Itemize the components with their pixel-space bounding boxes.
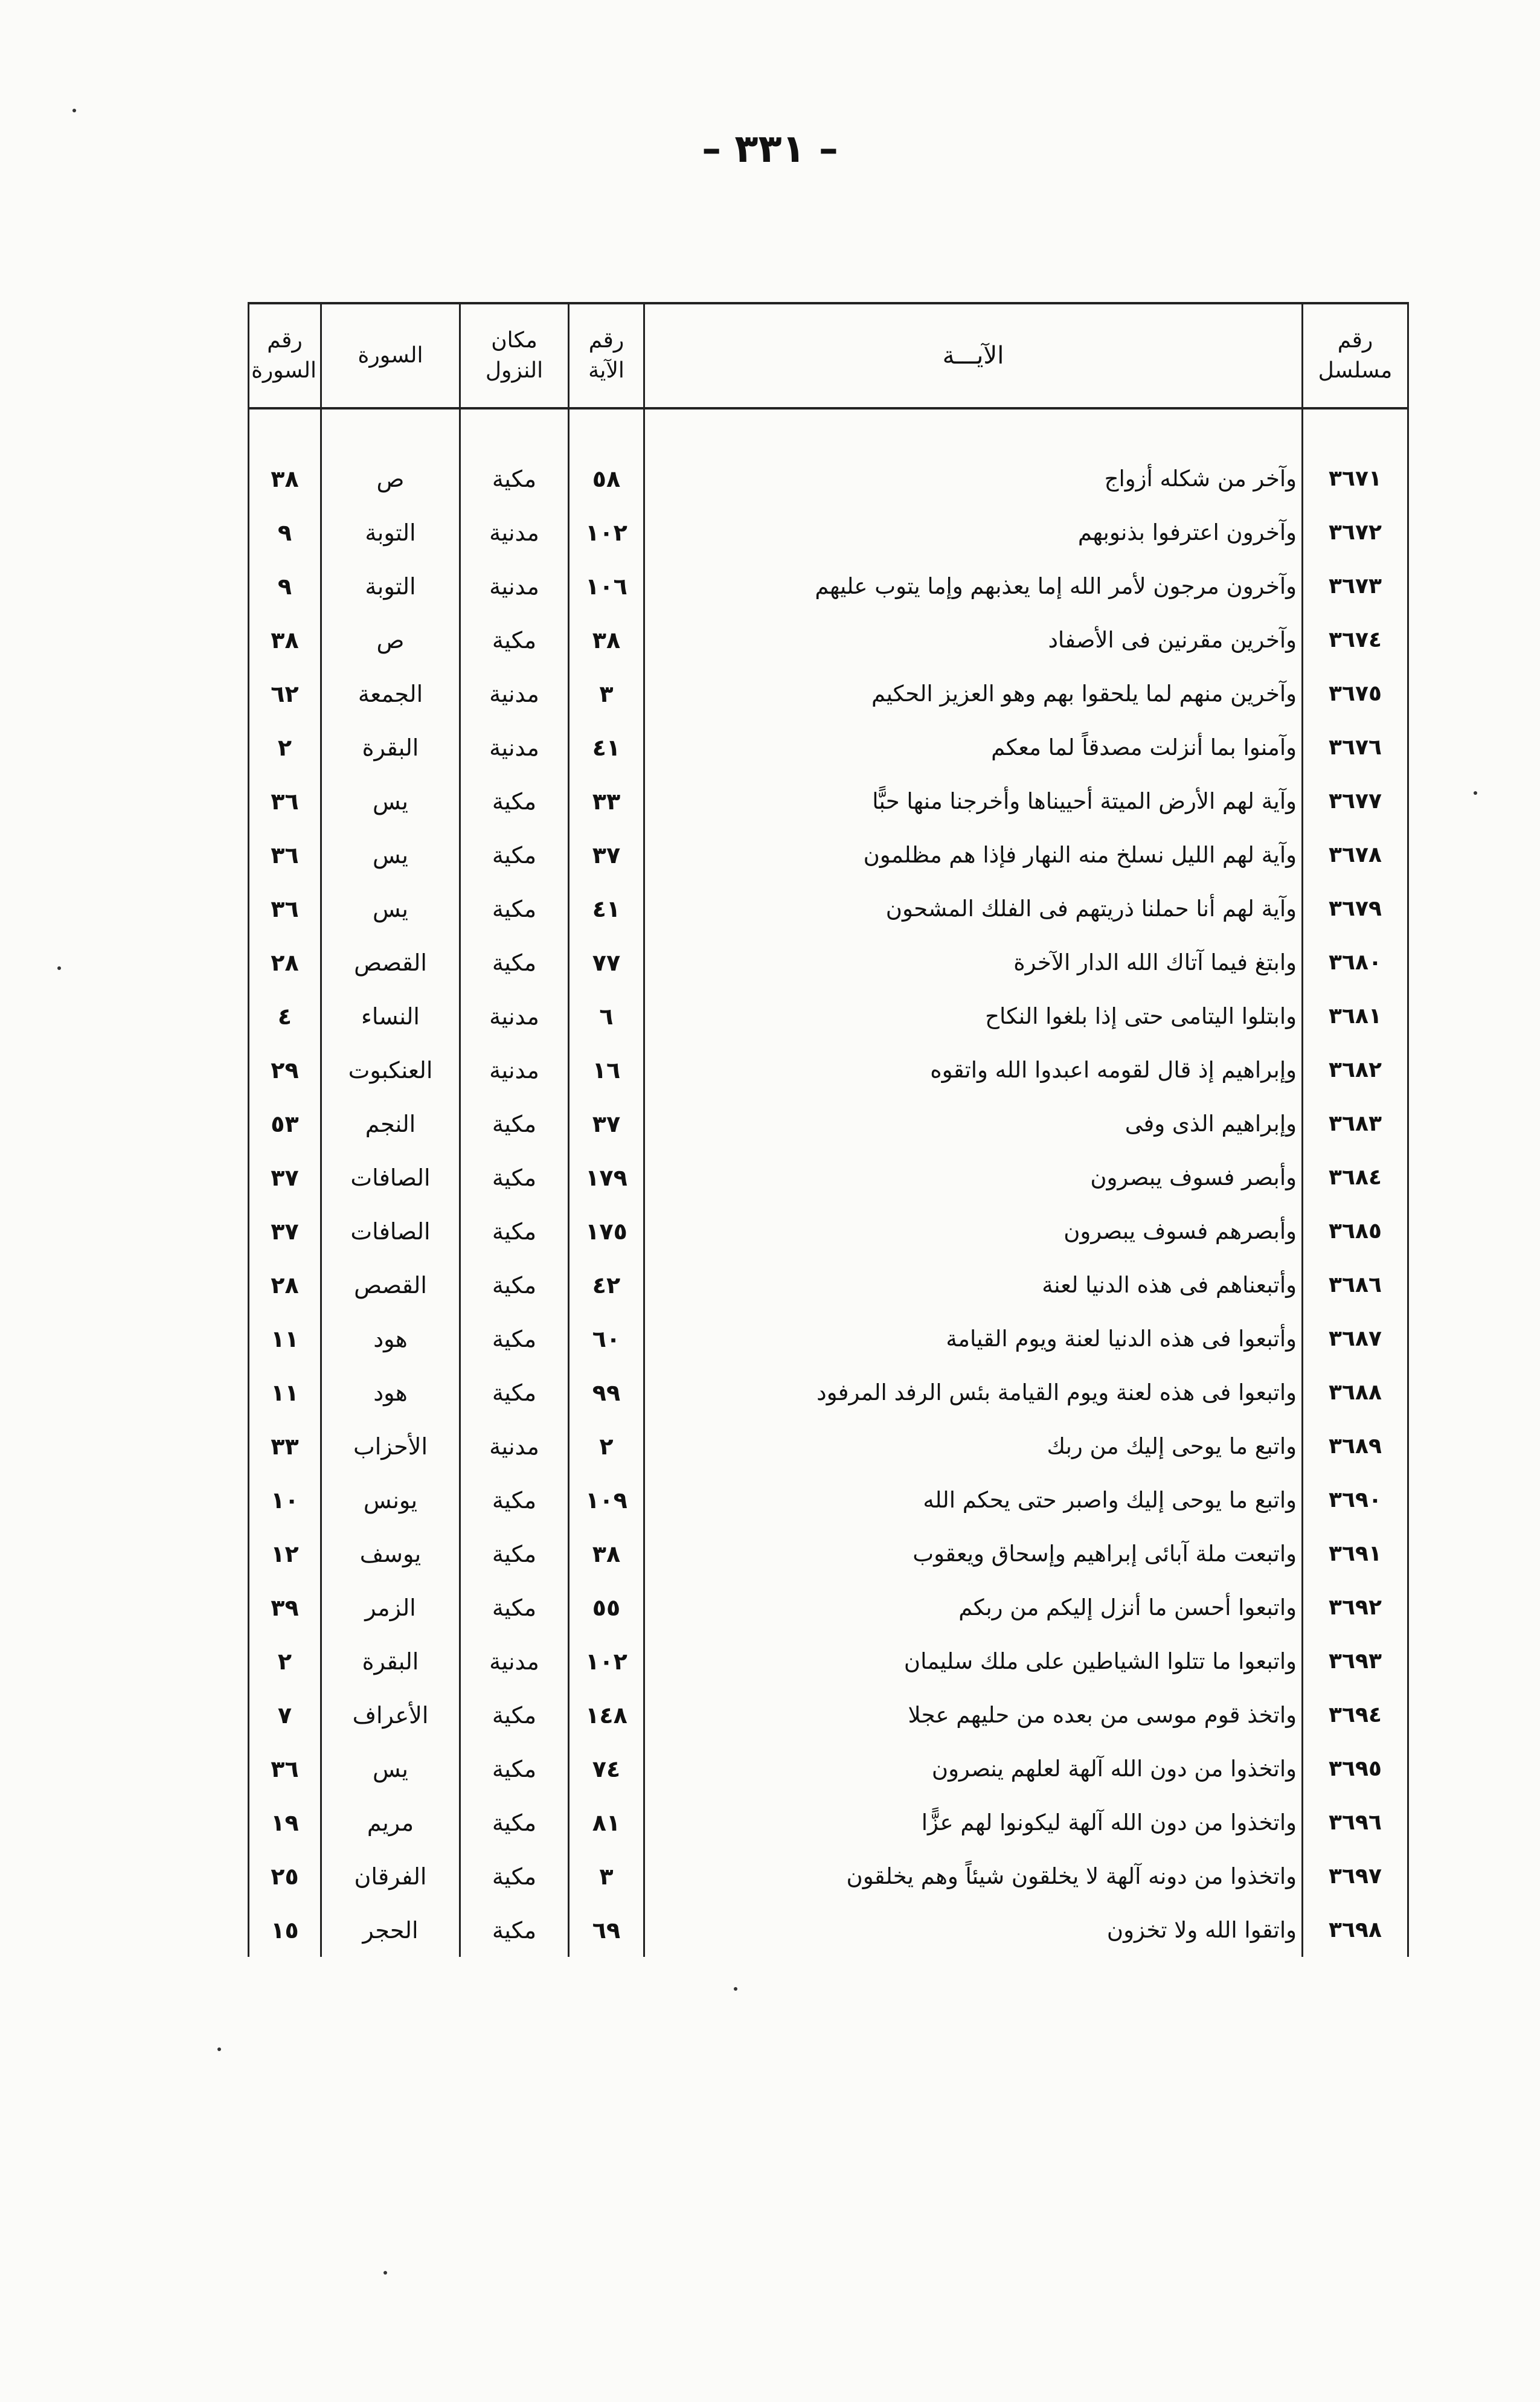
revelation-place-cell: مكية xyxy=(460,1849,569,1903)
ayah-number-cell: ٤٢ xyxy=(569,1258,644,1312)
spacer-row xyxy=(249,408,1408,452)
verse-text-cell: واتبعوا ما تتلوا الشياطين على ملك سليمان xyxy=(644,1634,1303,1688)
revelation-place-cell: مدنية xyxy=(460,1634,569,1688)
ayah-number-cell: ٧٤ xyxy=(569,1742,644,1796)
revelation-place-cell: مكية xyxy=(460,1312,569,1366)
header-ayah-number: رقم الآية xyxy=(569,303,644,408)
surah-name-cell: الأحزاب xyxy=(321,1419,460,1473)
ayah-number-cell: ٣٨ xyxy=(569,1527,644,1581)
surah-name-cell: يس xyxy=(321,774,460,828)
verse-text-cell: واتبعت ملة آبائى إبراهيم وإسحاق ويعقوب xyxy=(644,1527,1303,1581)
revelation-place-cell: مكية xyxy=(460,1796,569,1849)
revelation-place-cell: مكية xyxy=(460,774,569,828)
ayah-number-cell: ٢ xyxy=(569,1419,644,1473)
surah-name-cell: مريم xyxy=(321,1796,460,1849)
ayah-number-cell: ١٤٨ xyxy=(569,1688,644,1742)
verse-index-table-container xyxy=(248,302,1393,1957)
surah-number-cell: ٥٣ xyxy=(249,1097,321,1151)
verse-text-cell: وأبصر فسوف يبصرون xyxy=(644,1151,1303,1204)
revelation-place-cell: مكية xyxy=(460,882,569,936)
verse-text-cell: واتبع ما يوحى إليك واصبر حتى يحكم الله xyxy=(644,1473,1303,1527)
header-surah-number: رقم السورة xyxy=(249,303,321,408)
verse-text-cell: واتبعوا أحسن ما أنزل إليكم من ربكم xyxy=(644,1581,1303,1634)
surah-name-cell: الزمر xyxy=(321,1581,460,1634)
surah-number-cell: ٢٨ xyxy=(249,1258,321,1312)
verse-text-cell: وآخر من شكله أزواج xyxy=(644,452,1303,506)
scan-speck xyxy=(217,2047,221,2051)
revelation-place-cell: مدنية xyxy=(460,1043,569,1097)
verse-text-cell: واتقوا الله ولا تخزون xyxy=(644,1903,1303,1957)
serial-number-cell: ٣٦٩٣ xyxy=(1303,1634,1408,1688)
verse-text-cell: واتخذوا من دون الله آلهة لعلهم ينصرون xyxy=(644,1742,1303,1796)
table-row xyxy=(249,452,1408,506)
revelation-place-cell: مكية xyxy=(460,936,569,989)
table-row xyxy=(249,1366,1408,1419)
serial-number-cell: ٣٦٩٨ xyxy=(1303,1903,1408,1957)
table-row xyxy=(249,1204,1408,1258)
serial-number-cell: ٣٦٨٨ xyxy=(1303,1366,1408,1419)
revelation-place-cell: مدنية xyxy=(460,989,569,1043)
verse-text-cell: وابتغ فيما آتاك الله الدار الآخرة xyxy=(644,936,1303,989)
header-surah: السورة xyxy=(321,303,460,408)
serial-number-cell: ٣٦٩٧ xyxy=(1303,1849,1408,1903)
ayah-number-cell: ٣ xyxy=(569,667,644,721)
surah-name-cell: النجم xyxy=(321,1097,460,1151)
verse-text-cell: وإبراهيم الذى وفى xyxy=(644,1097,1303,1151)
serial-number-cell: ٣٦٨٤ xyxy=(1303,1151,1408,1204)
serial-number-cell: ٣٦٨٣ xyxy=(1303,1097,1408,1151)
serial-number-cell: ٣٦٨٠ xyxy=(1303,936,1408,989)
serial-number-cell: ٣٦٩١ xyxy=(1303,1527,1408,1581)
verse-text-cell: وآمنوا بما أنزلت مصدقاً لما معكم xyxy=(644,721,1303,774)
revelation-place-cell: مكية xyxy=(460,1903,569,1957)
table-row xyxy=(249,936,1408,989)
surah-number-cell: ١٩ xyxy=(249,1796,321,1849)
surah-number-cell: ١١ xyxy=(249,1312,321,1366)
surah-number-cell: ٧ xyxy=(249,1688,321,1742)
serial-number-cell: ٣٦٩٤ xyxy=(1303,1688,1408,1742)
scan-speck xyxy=(72,109,76,112)
table-row xyxy=(249,1849,1408,1903)
ayah-number-cell: ٧٧ xyxy=(569,936,644,989)
revelation-place-cell: مكية xyxy=(460,828,569,882)
verse-index-table xyxy=(248,302,1409,1957)
revelation-place-cell: مدنية xyxy=(460,1419,569,1473)
serial-number-cell: ٣٦٩٢ xyxy=(1303,1581,1408,1634)
surah-number-cell: ٢ xyxy=(249,721,321,774)
scan-speck xyxy=(383,2271,387,2275)
surah-number-cell: ١٠ xyxy=(249,1473,321,1527)
surah-number-cell: ٩ xyxy=(249,559,321,613)
ayah-number-cell: ١٠٢ xyxy=(569,506,644,559)
surah-number-cell: ٢٨ xyxy=(249,936,321,989)
surah-name-cell: القصص xyxy=(321,936,460,989)
verse-text-cell: وآخرين مقرنين فى الأصفاد xyxy=(644,613,1303,667)
serial-number-cell: ٣٦٧٨ xyxy=(1303,828,1408,882)
surah-number-cell: ٣٧ xyxy=(249,1151,321,1204)
verse-text-cell: واتبع ما يوحى إليك من ربك xyxy=(644,1419,1303,1473)
surah-name-cell: الأعراف xyxy=(321,1688,460,1742)
table-row xyxy=(249,506,1408,559)
ayah-number-cell: ٣٨ xyxy=(569,613,644,667)
header-serial: رقم مسلسل xyxy=(1303,303,1408,408)
ayah-number-cell: ٤١ xyxy=(569,882,644,936)
revelation-place-cell: مكية xyxy=(460,1688,569,1742)
verse-text-cell: وأتبعناهم فى هذه الدنيا لعنة xyxy=(644,1258,1303,1312)
table-row xyxy=(249,1419,1408,1473)
surah-number-cell: ١٥ xyxy=(249,1903,321,1957)
serial-number-cell: ٣٦٧٣ xyxy=(1303,559,1408,613)
table-row xyxy=(249,774,1408,828)
revelation-place-cell: مكية xyxy=(460,1366,569,1419)
ayah-number-cell: ٩٩ xyxy=(569,1366,644,1419)
surah-name-cell: يس xyxy=(321,828,460,882)
revelation-place-cell: مدنية xyxy=(460,559,569,613)
table-row xyxy=(249,613,1408,667)
revelation-place-cell: مدنية xyxy=(460,667,569,721)
table-row xyxy=(249,1688,1408,1742)
verse-text-cell: وآية لهم الليل نسلخ منه النهار فإذا هم مظلمون xyxy=(644,828,1303,882)
table-row xyxy=(249,989,1408,1043)
verse-text-cell: وآية لهم أنا حملنا ذريتهم فى الفلك المشحون xyxy=(644,882,1303,936)
serial-number-cell: ٣٦٨٦ xyxy=(1303,1258,1408,1312)
revelation-place-cell: مكية xyxy=(460,1097,569,1151)
serial-number-cell: ٣٦٩٠ xyxy=(1303,1473,1408,1527)
table-row xyxy=(249,1581,1408,1634)
surah-number-cell: ٣٣ xyxy=(249,1419,321,1473)
table-row xyxy=(249,721,1408,774)
table-row xyxy=(249,1634,1408,1688)
surah-number-cell: ٩ xyxy=(249,506,321,559)
surah-name-cell: العنكبوت xyxy=(321,1043,460,1097)
surah-name-cell: يونس xyxy=(321,1473,460,1527)
serial-number-cell: ٣٦٩٦ xyxy=(1303,1796,1408,1849)
scan-speck xyxy=(57,966,61,970)
verse-text-cell: وأبصرهم فسوف يبصرون xyxy=(644,1204,1303,1258)
ayah-number-cell: ٨١ xyxy=(569,1796,644,1849)
surah-name-cell: التوبة xyxy=(321,559,460,613)
scan-speck xyxy=(1474,791,1477,795)
surah-number-cell: ٣٧ xyxy=(249,1204,321,1258)
surah-number-cell: ٢٥ xyxy=(249,1849,321,1903)
verse-text-cell: وآية لهم الأرض الميتة أحييناها وأخرجنا منها حبًّا xyxy=(644,774,1303,828)
verse-text-cell: وآخرون مرجون لأمر الله إما يعذبهم وإما يتوب عليهم xyxy=(644,559,1303,613)
surah-name-cell: يس xyxy=(321,882,460,936)
ayah-number-cell: ١٧٥ xyxy=(569,1204,644,1258)
revelation-place-cell: مكية xyxy=(460,1581,569,1634)
header-revelation-place: مكان النزول xyxy=(460,303,569,408)
serial-number-cell: ٣٦٧١ xyxy=(1303,452,1408,506)
surah-name-cell: الفرقان xyxy=(321,1849,460,1903)
serial-number-cell: ٣٦٨٢ xyxy=(1303,1043,1408,1097)
table-row xyxy=(249,1742,1408,1796)
verse-text-cell: واتخذوا من دون الله آلهة ليكونوا لهم عزًّا xyxy=(644,1796,1303,1849)
revelation-place-cell: مدنية xyxy=(460,721,569,774)
serial-number-cell: ٣٦٩٥ xyxy=(1303,1742,1408,1796)
surah-name-cell: هود xyxy=(321,1366,460,1419)
surah-number-cell: ٣٦ xyxy=(249,882,321,936)
page-number: – ٣٣١ – xyxy=(702,127,838,172)
surah-number-cell: ٣٨ xyxy=(249,613,321,667)
surah-number-cell: ٣٦ xyxy=(249,828,321,882)
table-row xyxy=(249,1903,1408,1957)
table-row xyxy=(249,1151,1408,1204)
surah-number-cell: ٣٩ xyxy=(249,1581,321,1634)
ayah-number-cell: ١٧٩ xyxy=(569,1151,644,1204)
surah-name-cell: التوبة xyxy=(321,506,460,559)
surah-name-cell: ص xyxy=(321,452,460,506)
revelation-place-cell: مكية xyxy=(460,1527,569,1581)
revelation-place-cell: مدنية xyxy=(460,506,569,559)
revelation-place-cell: مكية xyxy=(460,1258,569,1312)
surah-number-cell: ٢٩ xyxy=(249,1043,321,1097)
verse-text-cell: وآخرون اعترفوا بذنوبهم xyxy=(644,506,1303,559)
surah-number-cell: ١١ xyxy=(249,1366,321,1419)
table-row xyxy=(249,559,1408,613)
table-row xyxy=(249,1527,1408,1581)
verse-text-cell: وإبراهيم إذ قال لقومه اعبدوا الله واتقوه xyxy=(644,1043,1303,1097)
table-row xyxy=(249,828,1408,882)
verse-text-cell: واتخذوا من دونه آلهة لا يخلقون شيئاً وهم يخلقون xyxy=(644,1849,1303,1903)
table-header xyxy=(249,303,1408,408)
surah-number-cell: ٢ xyxy=(249,1634,321,1688)
surah-number-cell: ٦٢ xyxy=(249,667,321,721)
verse-text-cell: واتبعوا فى هذه لعنة ويوم القيامة بئس الرفد المرفود xyxy=(644,1366,1303,1419)
table-row xyxy=(249,1097,1408,1151)
surah-name-cell: الصافات xyxy=(321,1204,460,1258)
ayah-number-cell: ٥٥ xyxy=(569,1581,644,1634)
revelation-place-cell: مكية xyxy=(460,613,569,667)
surah-name-cell: البقرة xyxy=(321,721,460,774)
ayah-number-cell: ٦٩ xyxy=(569,1903,644,1957)
ayah-number-cell: ٣٧ xyxy=(569,1097,644,1151)
surah-name-cell: البقرة xyxy=(321,1634,460,1688)
serial-number-cell: ٣٦٧٩ xyxy=(1303,882,1408,936)
table-row xyxy=(249,1312,1408,1366)
surah-name-cell: القصص xyxy=(321,1258,460,1312)
surah-name-cell: هود xyxy=(321,1312,460,1366)
serial-number-cell: ٣٦٧٦ xyxy=(1303,721,1408,774)
table-row xyxy=(249,1258,1408,1312)
revelation-place-cell: مكية xyxy=(460,1742,569,1796)
revelation-place-cell: مكية xyxy=(460,452,569,506)
surah-name-cell: النساء xyxy=(321,989,460,1043)
serial-number-cell: ٣٦٧٥ xyxy=(1303,667,1408,721)
verse-text-cell: وابتلوا اليتامى حتى إذا بلغوا النكاح xyxy=(644,989,1303,1043)
ayah-number-cell: ٣ xyxy=(569,1849,644,1903)
serial-number-cell: ٣٦٧٤ xyxy=(1303,613,1408,667)
revelation-place-cell: مكية xyxy=(460,1151,569,1204)
verse-text-cell: وآخرين منهم لما يلحقوا بهم وهو العزيز الحكيم xyxy=(644,667,1303,721)
ayah-number-cell: ٣٣ xyxy=(569,774,644,828)
ayah-number-cell: ٤١ xyxy=(569,721,644,774)
surah-number-cell: ٣٦ xyxy=(249,774,321,828)
serial-number-cell: ٣٦٧٧ xyxy=(1303,774,1408,828)
surah-number-cell: ٤ xyxy=(249,989,321,1043)
surah-number-cell: ٣٨ xyxy=(249,452,321,506)
surah-name-cell: يس xyxy=(321,1742,460,1796)
ayah-number-cell: ٦٠ xyxy=(569,1312,644,1366)
serial-number-cell: ٣٦٨٥ xyxy=(1303,1204,1408,1258)
surah-name-cell: الجمعة xyxy=(321,667,460,721)
ayah-number-cell: ١٦ xyxy=(569,1043,644,1097)
surah-name-cell: الحجر xyxy=(321,1903,460,1957)
ayah-number-cell: ١٠٢ xyxy=(569,1634,644,1688)
surah-number-cell: ٣٦ xyxy=(249,1742,321,1796)
ayah-number-cell: ١٠٩ xyxy=(569,1473,644,1527)
scan-speck xyxy=(734,1987,737,1991)
surah-name-cell: يوسف xyxy=(321,1527,460,1581)
header-verse: الآيـــة xyxy=(644,303,1303,408)
surah-name-cell: الصافات xyxy=(321,1151,460,1204)
table-row xyxy=(249,667,1408,721)
table-row xyxy=(249,1796,1408,1849)
verse-text-cell: وأتبعوا فى هذه الدنيا لعنة ويوم القيامة xyxy=(644,1312,1303,1366)
table-body xyxy=(249,408,1408,1957)
verse-text-cell: واتخذ قوم موسى من بعده من حليهم عجلا xyxy=(644,1688,1303,1742)
table-row xyxy=(249,1473,1408,1527)
ayah-number-cell: ١٠٦ xyxy=(569,559,644,613)
table-row xyxy=(249,1043,1408,1097)
serial-number-cell: ٣٦٨٧ xyxy=(1303,1312,1408,1366)
ayah-number-cell: ٣٧ xyxy=(569,828,644,882)
surah-name-cell: ص xyxy=(321,613,460,667)
table-row xyxy=(249,882,1408,936)
ayah-number-cell: ٥٨ xyxy=(569,452,644,506)
surah-number-cell: ١٢ xyxy=(249,1527,321,1581)
revelation-place-cell: مكية xyxy=(460,1473,569,1527)
serial-number-cell: ٣٦٧٢ xyxy=(1303,506,1408,559)
serial-number-cell: ٣٦٨١ xyxy=(1303,989,1408,1043)
revelation-place-cell: مكية xyxy=(460,1204,569,1258)
ayah-number-cell: ٦ xyxy=(569,989,644,1043)
serial-number-cell: ٣٦٨٩ xyxy=(1303,1419,1408,1473)
